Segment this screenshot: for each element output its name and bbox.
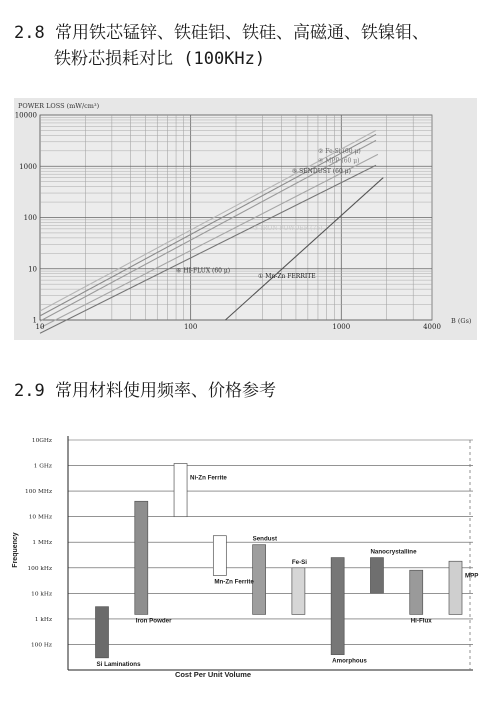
material-bar bbox=[410, 570, 423, 614]
y-tick-label: 100 kHz bbox=[27, 565, 52, 572]
material-bar bbox=[174, 464, 187, 517]
frequency-cost-chart bbox=[8, 432, 483, 690]
y-tick-label: 1 GHz bbox=[33, 463, 52, 470]
y-tick-label: 1 MHz bbox=[32, 540, 52, 547]
y-tick-label: 10 kHz bbox=[31, 591, 52, 598]
y-tick-label: 10000 bbox=[14, 111, 37, 120]
y-tick-label: 10GHz bbox=[31, 438, 52, 444]
material-bar bbox=[135, 501, 148, 614]
material-label: Amorphous bbox=[332, 657, 367, 665]
y-tick-label: 10 MHz bbox=[28, 514, 52, 521]
material-bar bbox=[292, 568, 305, 615]
section-title-2-8-line1: 2.8 常用铁芯锰锌、铁硅铝、铁硅、高磁通、铁镍钼、 bbox=[14, 23, 429, 43]
material-label: Hi-Flux bbox=[410, 617, 432, 625]
power-loss-x-axis-label: B (Gs) bbox=[451, 317, 472, 325]
material-bar bbox=[96, 607, 109, 658]
y-tick-label: 1 kHz bbox=[34, 616, 52, 623]
section-title-2-9: 2.9 常用材料使用频率、价格参考 bbox=[14, 381, 276, 401]
material-bar bbox=[331, 558, 344, 655]
series-annotation: ② Fe-Si (60 μ) bbox=[317, 148, 361, 156]
cost-x-axis-label: Cost Per Unit Volume bbox=[174, 670, 252, 679]
y-tick-label: 100 bbox=[23, 214, 37, 222]
series-annotation: ⑤ SENDUST (60 μ) bbox=[291, 167, 351, 175]
y-tick-label: 10 bbox=[28, 265, 37, 274]
material-bar bbox=[449, 561, 462, 614]
material-bar bbox=[213, 536, 226, 576]
x-tick-label: 1000 bbox=[332, 323, 351, 331]
power-loss-y-axis-label: POWER LOSS (mW/cm³) bbox=[18, 102, 100, 110]
material-label: Fe-Si bbox=[291, 558, 308, 566]
y-tick-label: 1 bbox=[32, 316, 37, 325]
material-label: MPP bbox=[465, 572, 479, 580]
power-loss-chart bbox=[14, 98, 477, 340]
frequency-y-axis-label: Frequency bbox=[12, 532, 19, 568]
section-title-2-8-line2: 铁粉芯损耗对比 (100KHz) bbox=[54, 49, 266, 69]
material-bar bbox=[253, 545, 266, 615]
material-label: Iron Powder bbox=[135, 617, 172, 625]
material-label: Mn-Zn Ferrite bbox=[214, 578, 254, 586]
series-annotation: ④ MPP (60 μ) bbox=[317, 157, 360, 165]
material-label: Ni-Zn Ferrite bbox=[190, 474, 227, 482]
y-tick-label: 100 Hz bbox=[30, 642, 52, 649]
material-label: Nanocrystalline bbox=[370, 548, 417, 556]
material-label: Si Laminations bbox=[96, 660, 141, 668]
x-tick-label: 100 bbox=[183, 323, 198, 331]
series-annotation: ① Mn-Zn FERRITE bbox=[258, 272, 316, 280]
material-label: Sendust bbox=[252, 535, 278, 543]
y-tick-label: 100 MHz bbox=[25, 489, 52, 496]
series-annotation: ⑥ HI-FLUX (60 μ) bbox=[176, 267, 231, 275]
section-title-2-8 bbox=[14, 20, 429, 72]
x-tick-label: 4000 bbox=[423, 323, 441, 331]
x-tick-label: 10 bbox=[35, 323, 45, 331]
frequency-cost-chart-background bbox=[8, 432, 483, 690]
material-bar bbox=[370, 558, 383, 594]
series-annotation: ③ IRON POWDER (75) bbox=[253, 225, 323, 233]
y-tick-label: 1000 bbox=[19, 162, 37, 171]
